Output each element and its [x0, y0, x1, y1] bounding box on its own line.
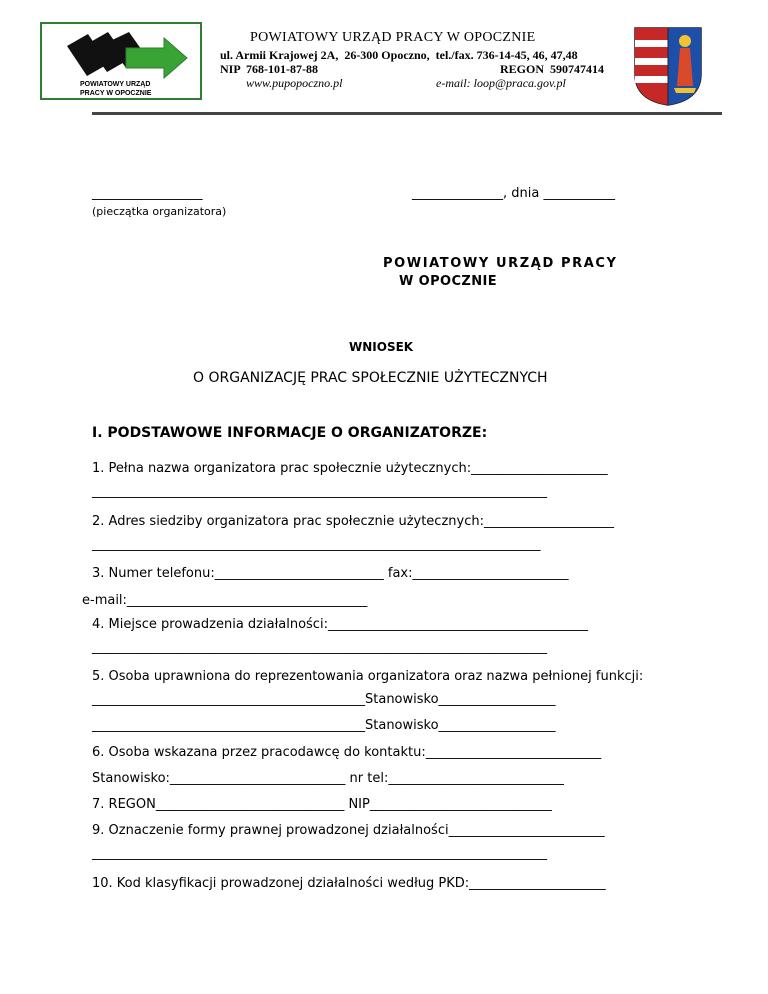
logo-caption: POWIATOWY URZĄD PRACY W OPOCZNIE — [80, 81, 152, 97]
business-location-continuation[interactable]: ______________________________________________________________________ — [92, 640, 547, 655]
recipient-line-1: POWIATOWY URZĄD PRACY — [383, 256, 618, 271]
office-title: POWIATOWY URZĄD PRACY W OPOCZNIE — [250, 30, 536, 45]
stamp-line[interactable]: _________________ — [92, 186, 203, 201]
position-phone-field[interactable]: Stanowisko:___________________________ nr tel:___________________________ — [92, 771, 564, 786]
full-name-field-continuation[interactable]: ______________________________________________________________________ — [92, 484, 547, 499]
legal-form-continuation[interactable]: ______________________________________________________________________ — [92, 846, 547, 861]
representative-field-1[interactable]: __________________________________________Stanowisko__________________ — [92, 692, 556, 707]
address-field-continuation[interactable]: _____________________________________________________________________ — [92, 537, 541, 552]
regon-nip-field[interactable]: 7. REGON_____________________________ NIP____________________________ — [92, 797, 552, 812]
office-address: ul. Armii Krajowej 2A, 26-300 Opoczno, tel./fax. 736-14-45, 46, 47,48 — [220, 48, 578, 62]
business-location-field[interactable]: 4. Miejsce prowadzenia działalności:________________________________________ — [92, 617, 588, 632]
coat-of-arms-icon — [633, 26, 703, 106]
date-line[interactable]: ______________, dnia ___________ — [412, 186, 615, 201]
contact-person-field[interactable]: 6. Osoba wskazana przez pracodawcę do kontaktu:___________________________ — [92, 745, 602, 760]
form-subtitle: O ORGANIZACJĘ PRAC SPOŁECZNIE UŻYTECZNYCH — [193, 370, 548, 386]
form-title: WNIOSEK — [349, 340, 414, 354]
representative-heading: 5. Osoba uprawniona do reprezentowania organizatora oraz nazwa pełnionej funkcji: — [92, 669, 644, 684]
phone-fax-field[interactable]: 3. Numer telefonu:__________________________ fax:________________________ — [92, 566, 569, 581]
office-nip: NIP 768-101-87-88 — [220, 62, 318, 76]
full-name-field[interactable]: 1. Pełna nazwa organizatora prac społecznie użytecznych:_____________________ — [92, 461, 608, 476]
representative-field-2[interactable]: __________________________________________Stanowisko__________________ — [92, 718, 556, 733]
office-regon: REGON 590747414 — [500, 62, 605, 76]
office-email: e-mail: loop@praca.gov.pl — [436, 76, 566, 90]
address-field[interactable]: 2. Adres siedziby organizatora prac społecznie użytecznych:____________________ — [92, 514, 614, 529]
legal-form-field[interactable]: 9. Oznaczenie formy prawnej prowadzonej działalności________________________ — [92, 823, 605, 838]
pkd-code-field[interactable]: 10. Kod klasyfikacji prowadzonej działalności według PKD:_____________________ — [92, 876, 606, 891]
recipient-line-2: W OPOCZNIE — [399, 274, 498, 289]
header-divider — [92, 112, 722, 115]
email-field[interactable]: e-mail:_____________________________________ — [82, 593, 368, 608]
stamp-caption: (pieczątka organizatora) — [92, 205, 227, 218]
section-title: I. PODSTAWOWE INFORMACJE O ORGANIZATORZE: — [92, 425, 488, 441]
office-website: www.pupopoczno.pl — [246, 76, 343, 90]
organization-logo — [40, 22, 202, 100]
